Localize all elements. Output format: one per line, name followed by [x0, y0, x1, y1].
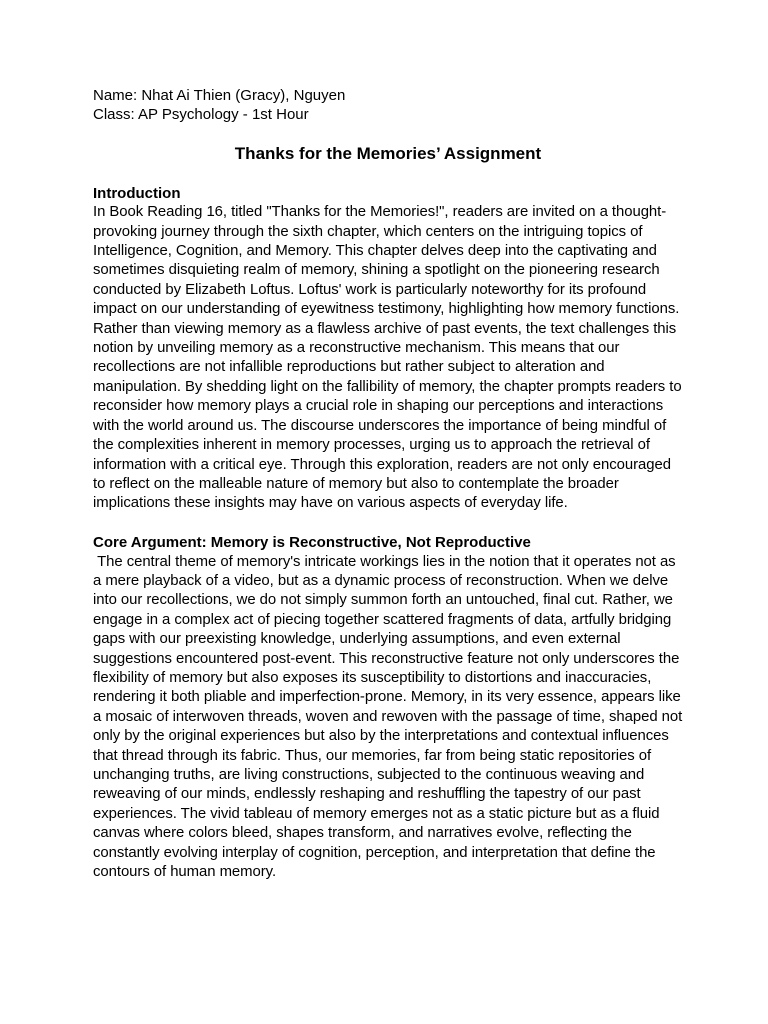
page-title: Thanks for the Memories’ Assignment [234, 143, 542, 163]
document-page [93, 86, 687, 882]
core-argument-section [93, 533, 687, 882]
introduction-section [93, 184, 683, 514]
core-argument-heading: Core Argument: Memory is Reconstructive, Not Reproductive [93, 534, 531, 552]
core-argument-paragraph: The central theme of memory's intricate workings lies in the notion that it operates not as a mere playback of a video, but as a dynamic process of reconstruction. When we delve into our recollections, we do not simply summon forth an untouched, final cut. Rather, we engage in a complex act of piecing together scattered fragments of data, artfully bridging gaps with our preexisting knowledge, underlying assumptions, and even external suggestions encountered post-event. This reconstructive feature not only underscores the flexibility of memory but also exposes its susceptibility to distortions and inaccuracies, rendering it both pliable and imperfection-prone. Memory, in its very essence, appears like a mosaic of interwoven threads, woven and rewoven with the passage of time, shaped not only by the original experiences but also by the interpretations and contextual influences that thread through its fabric. Thus, our memories, far from being static repositories of unchanging truths, are living constructions, subjected to the continuous weaving and reweaving of our minds, endlessly reshaping and reshuffling the tapestry of our past experiences. The vivid tableau of memory emerges not as a static picture but as a fluid canvas where colors bleed, shapes transform, and narratives evolve, reflecting the constantly evolving interplay of cognition, perception, and interpretation that define the contours of human memory. [93, 553, 687, 881]
class-line: Class: AP Psychology - 1st Hour [93, 106, 309, 124]
introduction-heading: Introduction [93, 184, 181, 202]
introduction-paragraph: In Book Reading 16, titled "Thanks for the Memories!", readers are invited on a thought-provoking journey through the sixth chapter, which centers on the intriguing topics of Intelligence, Cognition, and Memory. This chapter delves deep into the captivating and sometimes disquieting realm of memory, shining a spotlight on the pioneering research conducted by Elizabeth Loftus. Loftus' work is particularly noteworthy for its profound impact on our understanding of eyewitness testimony, highlighting how memory functions. Rather than viewing memory as a flawless archive of past events, the text challenges this notion by unveiling memory as a reconstructive mechanism. This means that our recollections are not infallible reproductions but rather subject to alteration and manipulation. By shedding light on the fallibility of memory, the chapter prompts readers to reconsider how memory plays a crucial role in shaping our perceptions and interactions with the world around us. The discourse underscores the importance of being mindful of the complexities inherent in memory processes, urging us to approach the retrieval of information with a critical eye. Through this exploration, readers are not only encouraged to reflect on the malleable nature of memory but also to contemplate the broader implications these insights may have on various aspects of everyday life. [93, 204, 682, 512]
student-name-line: Name: Nhat Ai Thien (Gracy), Nguyen [93, 87, 346, 104]
